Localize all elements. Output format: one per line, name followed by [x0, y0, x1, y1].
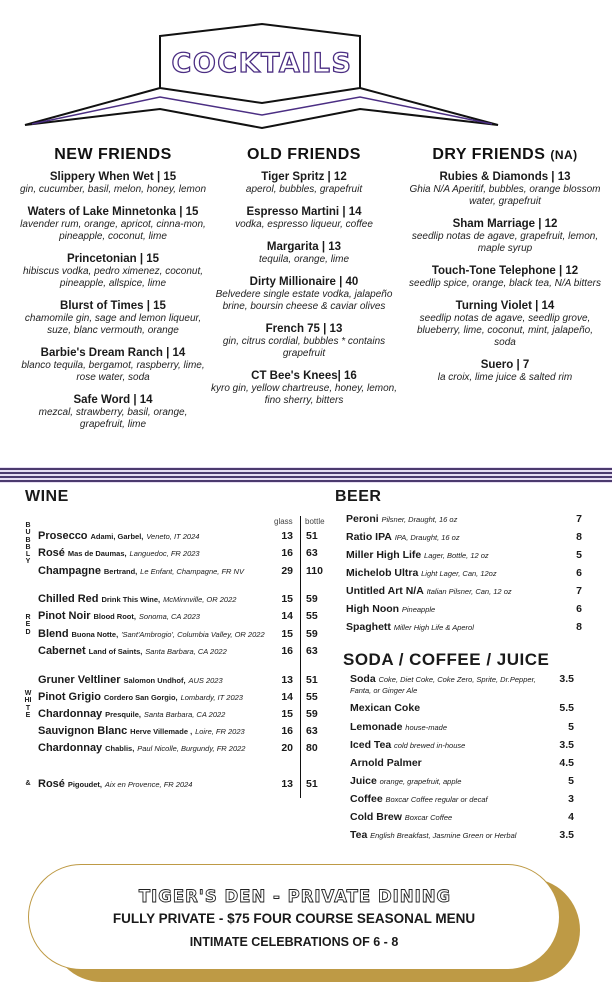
- cocktail-name: Waters of Lake Minnetonka | 15: [27, 206, 199, 218]
- wine-producer: Mas de Daumas,: [67, 549, 127, 558]
- cocktail-item: [13, 394, 213, 431]
- beer-price: 6: [576, 567, 582, 579]
- cocktail-description: lavender rum, orange, apricot, cinna-mon, pineapple, coconut, lime: [20, 219, 206, 242]
- wine-bottle-price: 63: [306, 645, 318, 657]
- cocktail-item: [204, 171, 404, 196]
- cocktail-item: [405, 265, 605, 290]
- cocktail-name: Safe Word | 14: [73, 394, 153, 406]
- drink-price: 3: [568, 793, 574, 805]
- wine-glass-price: 15: [281, 628, 293, 640]
- cocktail-name: CT Bee's Knees| 16: [251, 370, 357, 382]
- beer-price: 8: [576, 621, 582, 633]
- cocktail-item: [204, 276, 404, 313]
- wine-region: McMinnville, OR 2022: [163, 595, 237, 604]
- wine-region: Aix en Provence, FR 2024: [104, 780, 193, 789]
- private-dining-box: [28, 864, 560, 970]
- wine-bottle-price: 63: [306, 725, 318, 737]
- drink-row: [350, 757, 574, 769]
- wine-region: Sonoma, CA 2023: [138, 612, 200, 621]
- wine-bottle-price: 55: [306, 610, 318, 622]
- wine-region: Veneto, IT 2024: [146, 532, 200, 541]
- drink-row: [350, 702, 574, 714]
- cocktail-item: [405, 300, 605, 349]
- beer-title: BEER: [335, 488, 382, 505]
- cocktail-description: mezcal, strawberry, basil, orange, grapefruit, lime: [38, 407, 188, 430]
- cocktail-description: seedlip spice, orange, black tea, N/A bitters: [409, 278, 601, 289]
- glass-label: glass: [274, 517, 293, 526]
- wine-region: Santa Barbara, CA 2022: [143, 710, 226, 719]
- wine-bottle-price: 63: [306, 547, 318, 559]
- cocktail-description: aperol, bubbles, grapefruit: [245, 184, 363, 195]
- drink-name: Mexican Coke: [350, 702, 421, 714]
- drink-name: Juice: [350, 775, 377, 787]
- footer-line-2: INTIMATE CELEBRATIONS OF 6 - 8: [189, 935, 399, 949]
- wine-name: Chilled Red: [38, 593, 99, 605]
- drink-description: English Breakfast, Jasmine Green or Herbal: [370, 831, 517, 840]
- cocktail-description: kyro gin, yellow chartreuse, honey, lemon, fino sherry, bitters: [210, 383, 397, 406]
- cocktail-name: Princetonian | 15: [66, 253, 160, 265]
- wine-glass-price: 15: [281, 593, 293, 605]
- drink-name: Lemonade: [350, 721, 403, 733]
- wine-producer: Pigoudet,: [67, 780, 102, 789]
- cocktail-item: [13, 300, 213, 337]
- cocktail-description: hibiscus vodka, pedro ximenez, coconut, pineapple, allspice, lime: [22, 266, 204, 289]
- cocktail-name: Blurst of Times | 15: [60, 300, 166, 312]
- wine-glass-price: 16: [281, 725, 293, 737]
- footer-line-1: FULLY PRIVATE - $75 FOUR COURSE SEASONAL MENU: [112, 911, 476, 926]
- wine-row: [38, 645, 338, 661]
- beer-row: [346, 513, 582, 525]
- wine-producer: Adami, Garbel,: [90, 532, 144, 541]
- wine-group-label: BUBBLY: [25, 522, 31, 566]
- beer-name: Ratio IPA: [346, 531, 392, 543]
- cocktail-name: French 75 | 13: [265, 323, 343, 335]
- cocktail-description: vodka, espresso liqueur, coffee: [235, 219, 373, 230]
- drink-row: [350, 739, 574, 751]
- banner-title: COCKTAILS: [171, 48, 353, 79]
- drink-name: Iced Tea: [350, 739, 392, 751]
- wine-bottle-price: 59: [306, 628, 318, 640]
- wine-row: [38, 691, 338, 707]
- wine-bottle-price: 51: [306, 674, 318, 686]
- drink-description: Boxcar Coffee: [404, 813, 453, 822]
- wine-row: [38, 742, 338, 758]
- wine-row: [38, 725, 338, 741]
- drink-description: Coke, Diet Coke, Coke Zero, Sprite, Dr.Pepper, Fanta, or Ginger Ale: [350, 675, 536, 695]
- drink-row: [350, 673, 574, 696]
- cocktail-item: [405, 218, 605, 255]
- drink-row: [350, 793, 574, 805]
- wine-row: [38, 547, 338, 563]
- cocktail-item: [13, 171, 213, 196]
- beer-description: IPA, Draught, 16 oz: [394, 533, 460, 542]
- beer-description: Lager, Bottle, 12 oz: [424, 551, 489, 560]
- beer-price: 8: [576, 531, 582, 543]
- wine-glass-price: 29: [281, 565, 293, 577]
- cocktail-item: [13, 347, 213, 384]
- drink-row: [350, 829, 574, 841]
- column-heading: [204, 146, 404, 164]
- beer-name: Spaghett: [346, 621, 391, 633]
- wine-producer: Herve Villemade ,: [130, 727, 193, 736]
- cocktail-item: [204, 370, 404, 407]
- beer-name: High Noon: [346, 603, 400, 615]
- wine-glass-price: 15: [281, 708, 293, 720]
- beer-price: 7: [576, 513, 582, 525]
- wine-glass-price: 16: [281, 547, 293, 559]
- beer-name: Peroni: [346, 513, 379, 525]
- drink-row: [350, 775, 574, 787]
- drink-name: Tea: [350, 829, 368, 841]
- cocktail-name: Sham Marriage | 12: [452, 218, 558, 230]
- wine-row: [38, 530, 338, 546]
- wine-glass-price: 16: [281, 645, 293, 657]
- cocktail-description: Ghia N/A Aperitif, bubbles, orange blossom water, grapefruit: [409, 184, 601, 207]
- cocktail-description: gin, citrus cordial, bubbles * contains grapefruit: [222, 336, 386, 359]
- wine-producer: Drink This Wine,: [101, 595, 161, 604]
- drink-description: cold brewed in-house: [394, 741, 466, 750]
- drink-price: 4: [568, 811, 574, 823]
- beer-row: [346, 621, 582, 633]
- column-heading: [405, 146, 605, 164]
- drink-row: [350, 721, 574, 733]
- wine-producer: Cordero San Gorgio,: [103, 693, 178, 702]
- soda-title: SODA / COFFEE / JUICE: [343, 650, 550, 669]
- wine-region: Paul Nicolle, Burgundy, FR 2022: [137, 744, 246, 753]
- wine-bottle-price: 110: [306, 565, 323, 577]
- wine-producer: Salomon Undhof,: [123, 676, 186, 685]
- column-heading-suffix: (NA): [550, 148, 578, 162]
- wine-region: Lombardy, IT 2023: [180, 693, 243, 702]
- wine-bottle-price: 55: [306, 691, 318, 703]
- cocktail-item: [204, 206, 404, 231]
- wine-row: [38, 565, 338, 581]
- cocktail-name: Dirty Millionaire | 40: [249, 276, 359, 288]
- wine-name: Chardonnay: [38, 742, 103, 754]
- wine-row: [38, 778, 338, 794]
- cocktail-column: [13, 146, 213, 441]
- footer-title: TIGER'S DEN - PRIVATE DINING: [138, 887, 452, 906]
- column-heading-text: DRY FRIENDS: [432, 146, 546, 163]
- cocktail-name: Tiger Spritz | 12: [261, 171, 347, 183]
- cocktail-column: [405, 146, 605, 394]
- beer-description: Pilsner, Draught, 16 oz: [381, 515, 458, 524]
- beer-row: [346, 531, 582, 543]
- wine-producer: Buona Notte,: [71, 630, 119, 639]
- wine-row: [38, 593, 338, 609]
- wine-name: Rosé: [38, 778, 65, 790]
- drink-name: Coffee: [350, 793, 383, 805]
- wine-bottle-price: 80: [306, 742, 318, 754]
- cocktail-item: [405, 359, 605, 384]
- wine-group-label: WHITE: [24, 690, 32, 719]
- wine-name: Cabernet: [38, 645, 86, 657]
- wine-producer: Presquile,: [105, 710, 141, 719]
- drink-price: 5: [568, 721, 574, 733]
- drink-price: 3.5: [559, 673, 574, 685]
- wine-name: Champagne: [38, 565, 101, 577]
- wine-glass-price: 14: [281, 610, 293, 622]
- wine-producer: Bertrand,: [103, 567, 138, 576]
- wine-glass-price: 14: [281, 691, 293, 703]
- beer-description: Italian Pilsner, Can, 12 oz: [426, 587, 512, 596]
- wine-row: [38, 628, 338, 644]
- cocktail-name: Turning Violet | 14: [455, 300, 555, 312]
- wine-region: 'Sant'Ambrogio', Columbia Valley, OR 2022: [121, 630, 265, 639]
- cocktail-name: Barbie's Dream Ranch | 14: [40, 347, 186, 359]
- drink-row: [350, 811, 574, 823]
- cocktail-description: chamomile gin, sage and lemon liqueur, suze, blanc vermouth, orange: [24, 313, 202, 336]
- wine-group-label: &: [25, 780, 31, 787]
- drink-description: orange, grapefruit, apple: [379, 777, 462, 786]
- cocktail-description: gin, cucumber, basil, melon, honey, lemon: [19, 184, 207, 195]
- beer-row: [346, 549, 582, 561]
- drink-price: 3.5: [559, 739, 574, 751]
- drink-name: Cold Brew: [350, 811, 402, 823]
- cocktail-name: Suero | 7: [480, 359, 530, 371]
- beer-price: 7: [576, 585, 582, 597]
- wine-row: [38, 674, 338, 690]
- wine-name: Blend: [38, 628, 69, 640]
- drink-description: house-made: [405, 723, 447, 732]
- beer-row: [346, 567, 582, 579]
- drink-description: Boxcar Coffee regular or decaf: [385, 795, 488, 804]
- beer-price: 5: [576, 549, 582, 561]
- cocktail-description: tequila, orange, lime: [258, 254, 350, 265]
- wine-glass-price: 13: [281, 530, 293, 542]
- wine-producer: Chablis,: [105, 744, 135, 753]
- cocktails-banner: [0, 0, 612, 140]
- wine-row: [38, 610, 338, 626]
- beer-description: Miller High Life & Aperol: [393, 623, 474, 632]
- cocktail-name: Margarita | 13: [266, 241, 342, 253]
- cocktail-name: Slippery When Wet | 15: [49, 171, 177, 183]
- cocktail-item: [405, 171, 605, 208]
- wine-bottle-price: 51: [306, 778, 318, 790]
- wine-producer: Land of Saints,: [88, 647, 143, 656]
- wine-name: Sauvignon Blanc: [38, 725, 128, 737]
- wine-group-label: RED: [25, 614, 31, 636]
- wine-region: Languedoc, FR 2023: [129, 549, 200, 558]
- divider-stripes: [0, 467, 612, 483]
- cocktail-name: Espresso Martini | 14: [246, 206, 362, 218]
- cocktail-description: Belvedere single estate vodka, jalapeño brine, boursin cheese & caviar olives: [215, 289, 393, 312]
- wine-row: [38, 708, 338, 724]
- cocktail-name: Rubies & Diamonds | 13: [439, 171, 571, 183]
- beer-name: Untitled Art N/A: [346, 585, 424, 597]
- column-heading: [13, 146, 213, 164]
- wine-name: Gruner Veltliner: [38, 674, 121, 686]
- beer-row: [346, 585, 582, 597]
- drink-price: 3.5: [559, 829, 574, 841]
- cocktail-column: [204, 146, 404, 417]
- wine-region: Loire, FR 2023: [195, 727, 245, 736]
- drink-price: 5.5: [559, 702, 574, 714]
- wine-name: Chardonnay: [38, 708, 103, 720]
- bottle-label: bottle: [305, 517, 325, 526]
- wine-bottle-price: 59: [306, 593, 318, 605]
- wine-glass-price: 13: [281, 778, 293, 790]
- drink-name: Soda: [350, 673, 376, 685]
- cocktail-item: [13, 253, 213, 290]
- wine-region: AUS 2023: [188, 676, 223, 685]
- column-heading-text: OLD FRIENDS: [247, 146, 361, 163]
- cocktail-item: [13, 206, 213, 243]
- wine-bottle-price: 59: [306, 708, 318, 720]
- cocktail-description: seedlip notas de agave, seedlip grove, blueberry, lime, coconut, mint, jalapeño, soda: [416, 313, 593, 348]
- wine-title: WINE: [25, 488, 69, 505]
- beer-description: Light Lager, Can, 12oz: [421, 569, 497, 578]
- wine-name: Pinot Grigio: [38, 691, 101, 703]
- wine-bottle-price: 51: [306, 530, 318, 542]
- wine-glass-price: 13: [281, 674, 293, 686]
- beer-price: 6: [576, 603, 582, 615]
- cocktail-description: la croix, lime juice & salted rim: [437, 372, 573, 383]
- cocktail-description: blanco tequila, bergamot, raspberry, lime, rose water, soda: [21, 360, 205, 383]
- column-heading-text: NEW FRIENDS: [54, 146, 172, 163]
- cocktail-item: [204, 323, 404, 360]
- cocktail-name: Touch-Tone Telephone | 12: [431, 265, 579, 277]
- drink-price: 4.5: [559, 757, 574, 769]
- beer-name: Miller High Life: [346, 549, 422, 561]
- beer-row: [346, 603, 582, 615]
- beer-description: Pineapple: [401, 605, 436, 614]
- cocktail-description: seedlip notas de agave, grapefruit, lemon, maple syrup: [411, 231, 599, 254]
- wine-name: Prosecco: [38, 530, 88, 542]
- wine-region: Santa Barbara, CA 2022: [145, 647, 227, 656]
- wine-name: Rosé: [38, 547, 65, 559]
- wine-producer: Blood Root,: [93, 612, 136, 621]
- footer-title-graphic: [29, 878, 561, 914]
- wine-region: Le Enfant, Champagne, FR NV: [140, 567, 244, 576]
- drink-name: Arnold Palmer: [350, 757, 422, 769]
- wine-name: Pinot Noir: [38, 610, 91, 622]
- cocktail-item: [204, 241, 404, 266]
- drink-price: 5: [568, 775, 574, 787]
- wine-glass-price: 20: [281, 742, 293, 754]
- beer-name: Michelob Ultra: [346, 567, 419, 579]
